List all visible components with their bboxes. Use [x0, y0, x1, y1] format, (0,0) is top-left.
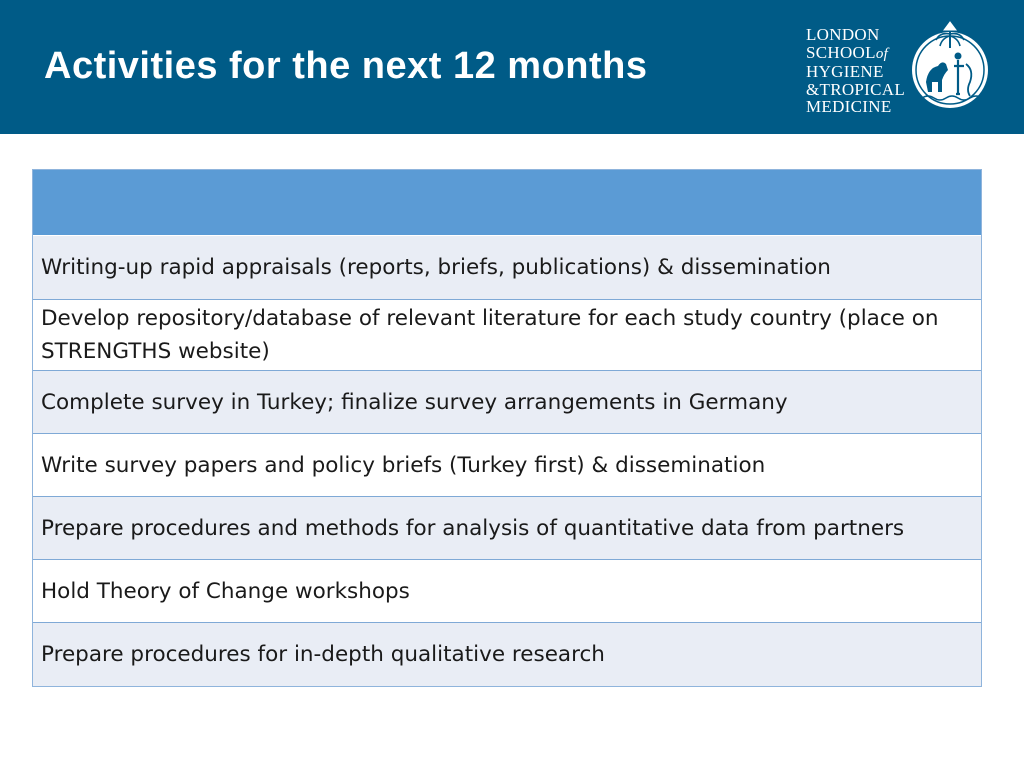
activity-text: Develop repository/database of relevant literature for each study country (place on STRENGTHS website)	[41, 306, 939, 364]
logo-word-school: SCHOOL	[806, 42, 876, 62]
slide-title: Activities for the next 12 months	[44, 45, 648, 87]
table-header-row	[33, 170, 981, 236]
lshtm-crest-icon	[908, 20, 992, 112]
table-row	[33, 622, 981, 686]
logo-line-school	[806, 44, 902, 64]
table-row	[33, 370, 981, 433]
activity-text: Prepare procedures for in-depth qualitative research	[41, 642, 605, 667]
logo-line-medicine: MEDICINE	[806, 97, 892, 116]
activity-text: Write survey papers and policy briefs (Turkey first) & dissemination	[41, 452, 766, 478]
table-row	[33, 433, 981, 496]
logo-line-tropical: &TROPICAL	[806, 79, 906, 99]
table-row	[33, 236, 981, 299]
table-row	[33, 496, 981, 559]
activity-text: Prepare procedures and methods for analysis of quantitative data from partners	[41, 515, 905, 541]
institution-logo-text	[806, 25, 906, 116]
logo-line-hygiene: HYGIENE	[806, 62, 884, 81]
activity-text: Complete survey in Turkey; finalize survey arrangements in Germany	[41, 389, 788, 415]
activities-table	[32, 169, 982, 687]
activity-text: Writing-up rapid appraisals (reports, briefs, publications) & dissemination	[41, 255, 831, 280]
activity-text: Hold Theory of Change workshops	[41, 578, 410, 604]
logo-word-of: of	[875, 45, 889, 62]
table-row	[33, 299, 981, 370]
slide-header	[0, 0, 1024, 134]
table-row	[33, 559, 981, 622]
logo-line-london: LONDON	[806, 25, 880, 44]
